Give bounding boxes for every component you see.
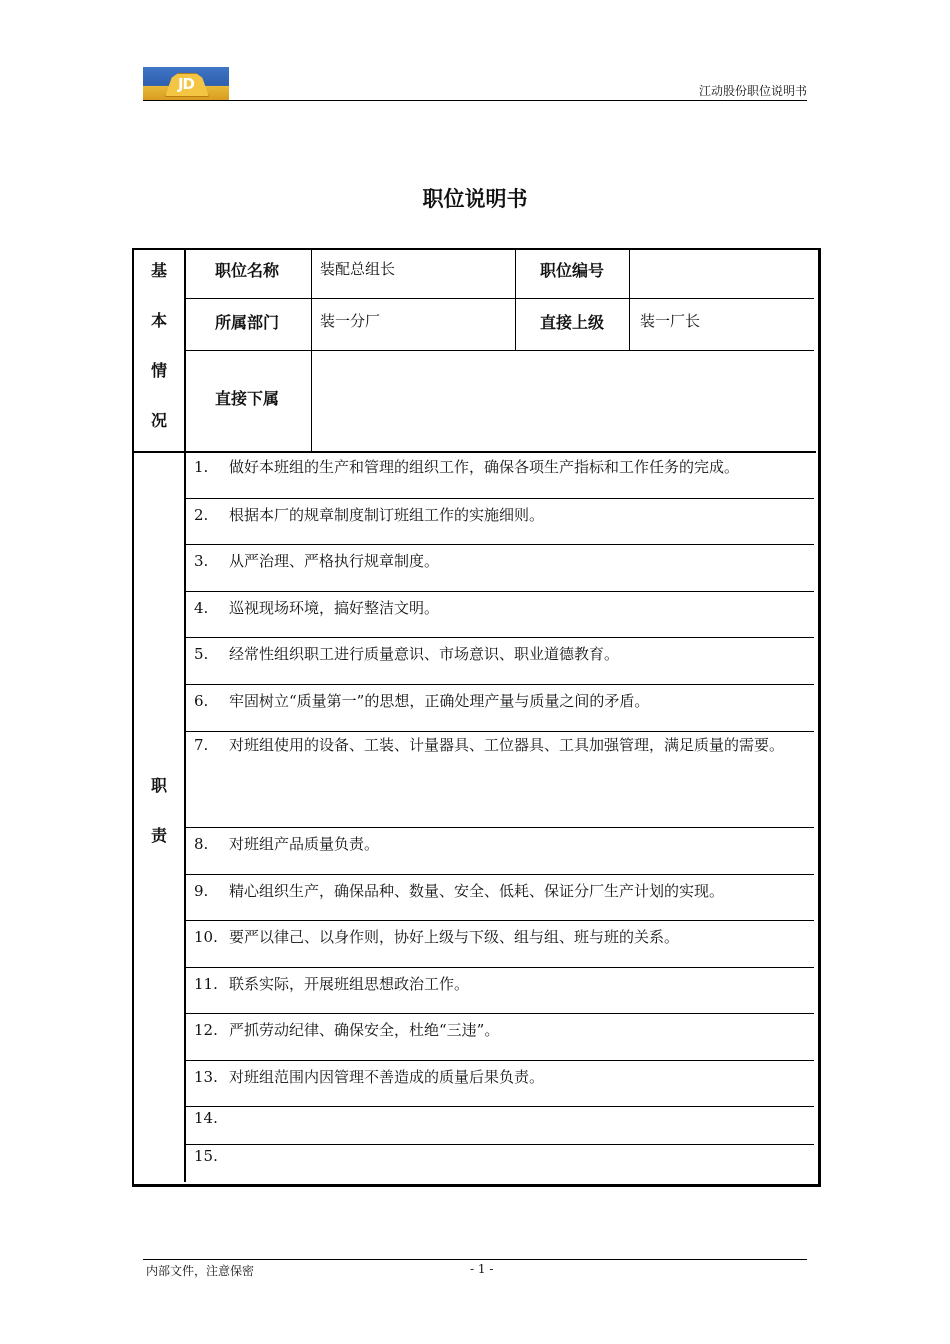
position-code-label: 职位编号 [540,261,605,280]
duty-number: 3. [194,552,209,570]
table-divider [186,1013,814,1014]
table-divider [186,591,814,592]
duty-item [194,643,619,664]
duty-item [194,597,439,618]
logo-text: JD [177,75,195,93]
duty-number: 2. [194,506,209,524]
company-logo [143,67,229,101]
duty-item [194,833,379,854]
duty-number: 12. [194,1021,218,1039]
duty-item [194,1109,229,1127]
duty-number: 14. [194,1109,218,1127]
duty-text: 根据本厂的规章制度制订班组工作的实施细则。 [229,506,545,524]
table-divider [186,684,814,685]
table-divider [186,544,814,545]
duty-item [194,1019,499,1040]
duty-text: 对班组使用的设备、工装、计量器具、工位器具、工具加强管理，满足质量的需要。 [229,736,785,754]
duty-text: 经常性组织职工进行质量意识、市场意识、职业道德教育。 [229,645,620,663]
subordinate-label: 直接下属 [215,389,280,408]
table-divider [184,250,186,1182]
duty-number: 15. [194,1147,218,1165]
position-name-value: 装配总组长 [320,260,396,278]
duty-item [194,456,739,477]
duty-item [194,973,469,994]
page-number: - 1 - [470,1262,494,1276]
position-name-label: 职位名称 [215,261,280,280]
supervisor-label: 直接上级 [540,313,605,332]
duty-text: 严抓劳动纪律、确保安全，杜绝“三违”。 [229,1021,500,1039]
section-label-char: 基 [150,261,167,280]
duty-text: 联系实际，开展班组思想政治工作。 [229,975,470,993]
section-label-char: 况 [150,411,167,430]
department-value: 装一分厂 [320,312,381,330]
table-divider [186,967,814,968]
section-label-char: 情 [150,361,167,380]
table-divider [132,451,816,453]
table-divider [629,250,630,351]
duty-text: 从严治理、严格执行规章制度。 [229,552,440,570]
duty-number: 5. [194,645,209,663]
duty-number: 4. [194,599,209,617]
table-divider [186,874,814,875]
duty-number: 7. [194,736,209,754]
header-divider [143,100,807,101]
footer-divider [143,1259,807,1260]
duty-item [194,880,724,901]
table-divider [186,827,814,828]
duty-text: 牢固树立“质量第一”的思想，正确处理产量与质量之间的矛盾。 [229,692,650,710]
duty-item [194,926,679,947]
duty-text: 要严以律己、以身作则，协好上级与下级、组与组、班与班的关系。 [229,928,680,946]
duty-item [194,550,439,571]
duty-text: 对班组范围内因管理不善造成的质量后果负责。 [229,1068,545,1086]
duty-text: 精心组织生产，确保品种、数量、安全、低耗、保证分厂生产计划的实现。 [229,882,725,900]
duty-item [194,720,812,770]
table-divider [184,350,814,351]
duty-item [194,690,649,711]
header-doc-name: 江动股份职位说明书 [698,84,807,98]
section-label-char: 本 [150,311,167,330]
table-divider [515,250,516,351]
table-divider [186,1106,814,1107]
page-title: 职位说明书 [422,187,528,211]
table-divider [186,498,814,499]
supervisor-value: 装一厂长 [640,312,701,330]
table-divider [186,920,814,921]
duty-text: 对班组产品质量负责。 [229,835,380,853]
duty-number: 1. [194,458,209,476]
section-label-char: 责 [150,826,167,845]
duty-number: 11. [194,975,218,993]
table-divider [184,298,814,299]
duty-number: 10. [194,928,218,946]
duty-number: 6. [194,692,209,710]
duty-item [194,504,544,525]
table-divider [186,1144,814,1145]
duty-item [194,1147,229,1165]
section-label-char: 职 [150,776,167,795]
duty-number: 8. [194,835,209,853]
department-label: 所属部门 [215,313,280,332]
table-divider [186,637,814,638]
duty-number: 9. [194,882,209,900]
duty-text: 做好本班组的生产和管理的组织工作，确保各项生产指标和工作任务的完成。 [229,458,740,476]
table-divider [186,1060,814,1061]
duty-number: 13. [194,1068,218,1086]
duty-text: 巡视现场环境，搞好整洁文明。 [229,599,440,617]
duty-item [194,1066,544,1087]
confidential-note: 内部文件，注意保密 [146,1264,255,1278]
